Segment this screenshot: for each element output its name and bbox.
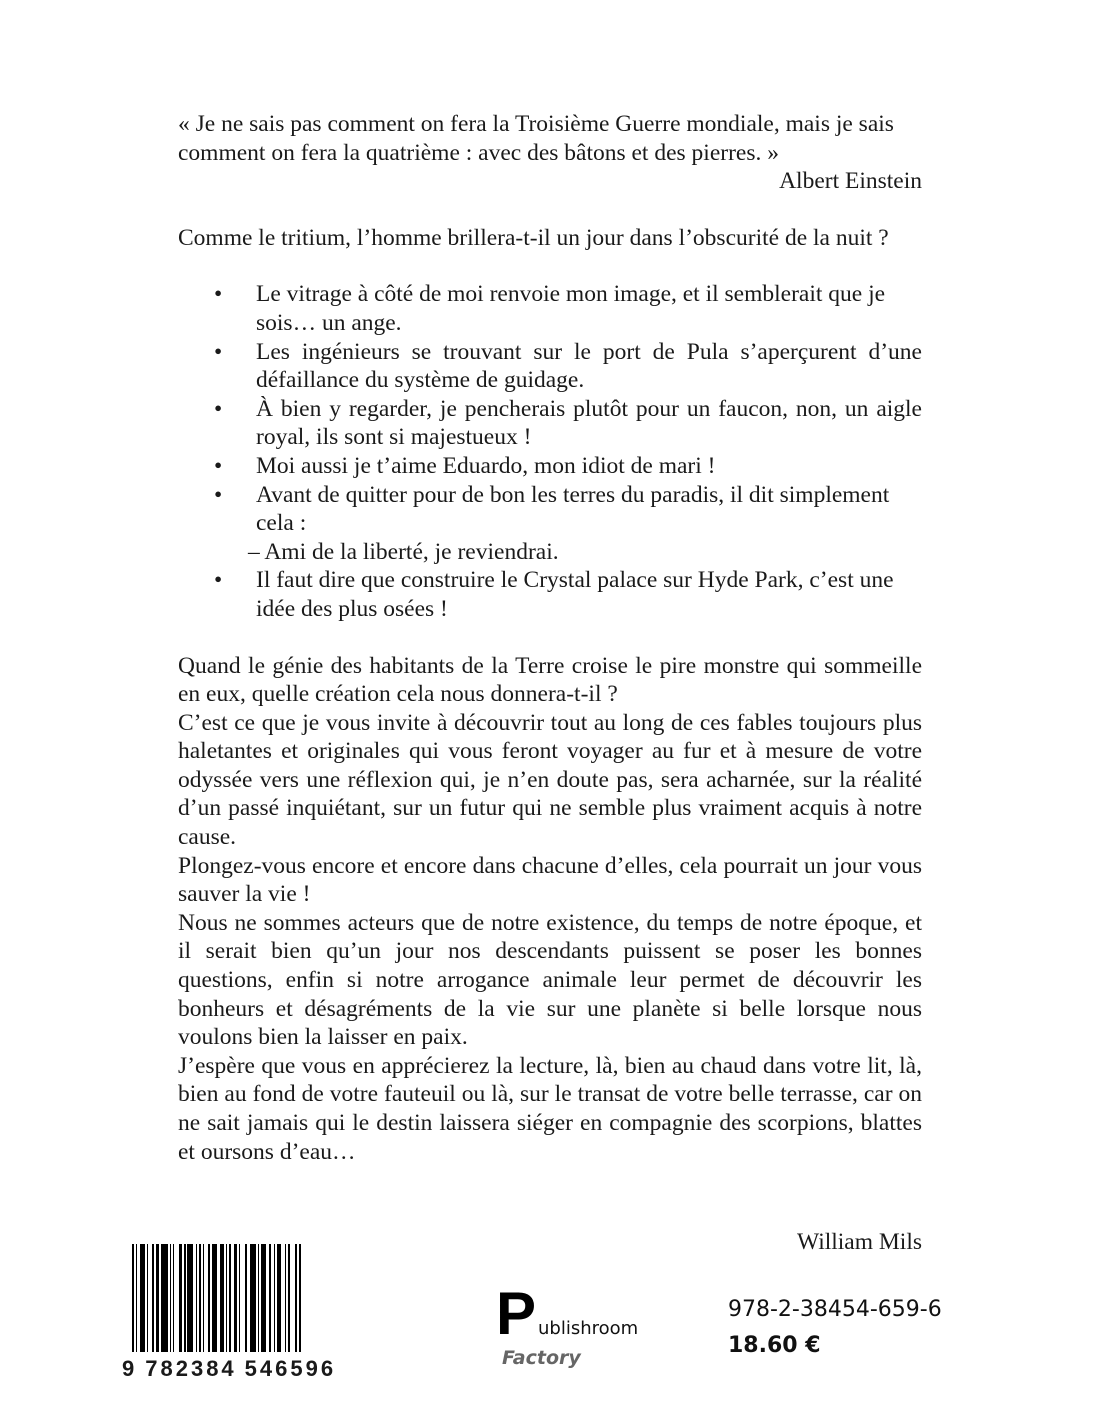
excerpt-text: Les ingénieurs se trouvant sur le port de Pula s’aperçurent d’une défaillance du système de guidage.	[256, 338, 922, 394]
bullet-icon: •	[214, 281, 223, 308]
body-paragraph: Quand le génie des habitants de la Terre croise le pire monstre qui sommeille en eux, quelle création cela nous donnera-t-il ?	[178, 652, 922, 708]
excerpt-text: À bien y regarder, je pencherais plutôt pour un faucon, non, un aigle royal, ils sont si majestueux !	[256, 395, 922, 451]
epigraph-quote: « Je ne sais pas comment on fera la Troisième Guerre mondiale, mais je sais comment on fera la quatrième : avec des bâtons et des pierres. »	[178, 111, 894, 166]
author-signature: William Mils	[796, 1229, 922, 1255]
back-cover-text	[178, 110, 922, 1166]
price: 18.60 €	[728, 1333, 821, 1358]
excerpt-item	[178, 338, 922, 395]
bullet-icon: •	[214, 567, 223, 594]
isbn-number: 978-2-38454-659-6	[728, 1297, 942, 1322]
logo-word-publishroom: ublishroom	[538, 1318, 639, 1339]
publisher-logo	[496, 1280, 656, 1384]
excerpt-text: Avant de quitter pour de bon les terres du paradis, il dit simplement cela :	[256, 481, 890, 537]
body-paragraph: Plongez-vous encore et encore dans chacune d’elles, cela pourrait un jour vous sauver la vie !	[178, 852, 922, 908]
barcode-digit-prefix: 9	[122, 1356, 138, 1381]
bullet-icon: •	[214, 395, 223, 422]
excerpt-text: Il faut dire que construire le Crystal palace sur Hyde Park, c’est une idée des plus osées !	[256, 567, 894, 622]
excerpt-text: Le vitrage à côté de moi renvoie mon image, et il semblerait que je sois… un ange.	[256, 281, 886, 336]
excerpt-dialogue: – Ami de la liberté, je reviendrai.	[248, 538, 559, 565]
excerpt-item	[178, 452, 922, 481]
barcode-digit-right: 546596	[244, 1356, 337, 1381]
barcode-digit-left: 782384	[145, 1356, 237, 1381]
excerpt-item	[178, 481, 922, 567]
body-paragraph: Nous ne sommes acteurs que de notre existence, du temps de notre époque, et il serait bien qu’un jour nos descendants puissent se poser les bonnes questions, enfin si notre arrogance animale leur permet de découvrir les bonheurs et désagréments de la vie sur une planète si belle lorsque nous voulons bien la laisser en paix.	[178, 909, 922, 1051]
barcode-bar	[161, 1244, 168, 1352]
excerpt-item	[178, 566, 922, 623]
excerpt-text: Moi aussi je t’aime Eduardo, mon idiot de mari !	[256, 452, 716, 479]
isbn-barcode	[122, 1244, 352, 1386]
bullet-icon: •	[214, 338, 223, 365]
excerpt-list	[178, 280, 922, 623]
logo-word-factory: Factory	[502, 1347, 581, 1369]
bullet-icon: •	[214, 452, 223, 479]
bullet-icon: •	[214, 481, 223, 508]
body-paragraph: J’espère que vous en apprécierez la lecture, là, bien au chaud dans votre lit, là, bien au fond de votre fauteuil ou là, sur le transat de votre belle terrasse, car on ne sait jamais qui le destin laissera siéger en compagnie des scorpions, blattes et oursons d’eau…	[178, 1052, 922, 1165]
excerpt-item	[178, 395, 922, 452]
barcode-bars	[132, 1244, 305, 1352]
opening-question: Comme le tritium, l’homme brillera-t-il un jour dans l’obscurité de la nuit ?	[178, 224, 889, 251]
barcode-space	[301, 1244, 305, 1352]
excerpt-item	[178, 280, 922, 337]
epigraph-author: Albert Einstein	[779, 168, 922, 195]
body-paragraph: C’est ce que je vous invite à découvrir tout au long de ces fables toujours plus haletantes et originales qui vous feront voyager au fur et à mesure de votre odyssée vers une réflexion qui, je n’en doute pas, sera acharnée, sur la réalité d’un passé inquiétant, sur un futur qui ne semble plus vraiment acquis à notre cause.	[178, 709, 922, 851]
logo-letter: P	[496, 1280, 537, 1347]
barcode-digits	[122, 1356, 336, 1382]
